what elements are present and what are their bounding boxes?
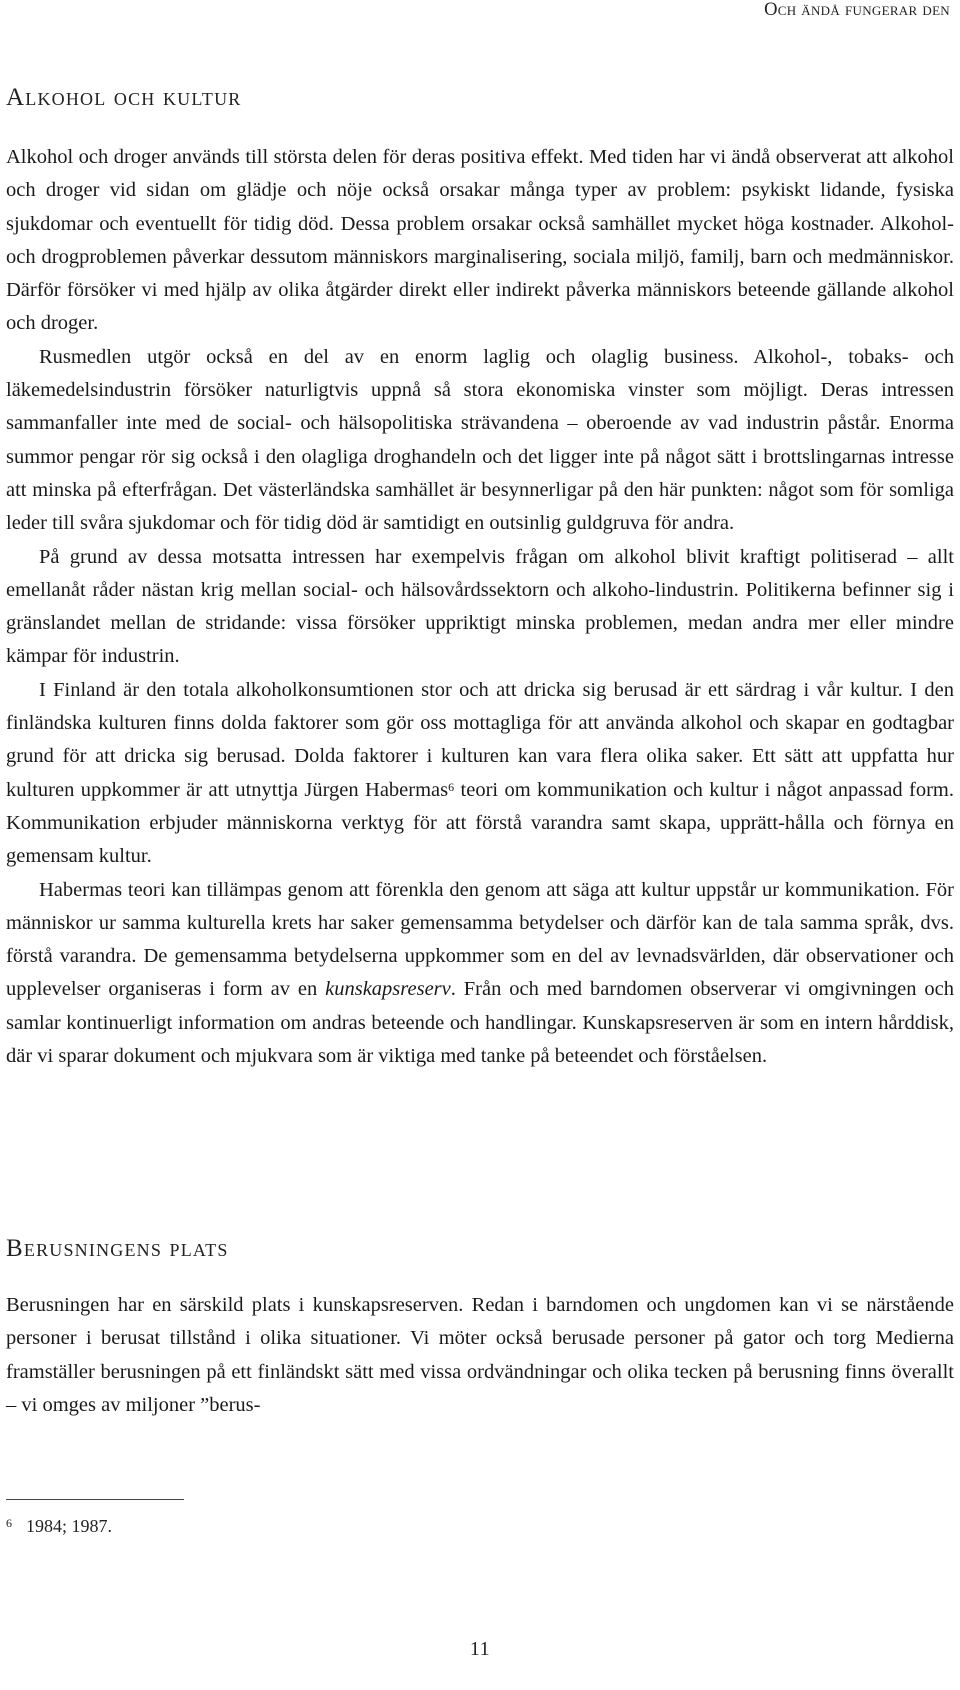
paragraph-text: . Från och med barndomen observerar vi omgivningen och samlar kontinuerligt information om andras beteende och handlingar. Kunskapsreserven är som en intern hårddisk, där vi sparar dokument och mjukvara som är viktiga med tanke på beteendet och förståelsen. [6, 978, 954, 1068]
paragraph-text: I Finland är den totala alkoholkonsumtionen stor och att dricka sig berusad är ett särdrag i vår kultur. I den finländska kulturen finns dolda faktorer som gör oss mottagliga för att använda alkohol och skapar en godtagbar grund för att dricka sig berusad. Dolda faktorer i kulturen kan vara flera olika saker. Ett sätt att uppfatta hur kulturen uppkommer är att utnyttja Jürgen Habermas [6, 678, 954, 801]
paragraph: Alkohol och droger används till största delen för deras positiva effekt. Med tiden har vi ändå observerat att alkohol och droger vid sidan om glädje och nöje också orsakar många typer av problem: psykiskt lidande, fysiska sjukdomar och eventuellt för tidig död. Dessa problem orsakar också samhället mycket höga kostnader. Alkohol- och drogproblemen påverkar dessutom människors marginalisering, sociala miljö, familj, barn och medmänniskor. Därför försöker vi med hjälp av olika åtgärder direkt eller indirekt påverka människors beteende gällande alkohol och droger. [6, 146, 954, 335]
running-head: Och ändå fungerar den [764, 0, 950, 20]
paragraph: Rusmedlen utgör också en del av en enorm laglig och olaglig business. Alkohol-, tobaks- och läkemedelsindustrin försöker naturligtvis uppnå så stora ekonomiska vinster som möjligt. Deras intressen sammanfaller inte med de social- och hälsopolitiska strävandena – oberoende av vad industrin påstår. Enorma summor pengar rör sig också i den olagliga droghandeln och det ligger inte på något sätt i brottslingarnas intresse att minska på efterfrågan. Det västerländska samhället är besynnerligar på den här punkten: något som för somliga leder till svåra sjukdomar och för tidig död är samtidigt en outsinlig guldgruva för andra. [6, 345, 954, 535]
section-heading-alkohol-och-kultur: Alkohol och kultur [6, 84, 242, 111]
footnote-number: 6 [6, 1516, 12, 1530]
footnote-reference: 6 [448, 779, 455, 794]
section-heading-berusningens-plats: Berusningens plats [6, 1235, 229, 1262]
paragraph-text: Habermas teori kan tillämpas genom att förenkla den genom att säga att kultur uppstår ur kommunikation. För människor ur samma kulturella krets har saker gemensamma betydelser och därför kan de tala samma språk, dvs. förstå varandra. De gemensamma betydelserna uppkommer som en del av levnadsvärlden, där observationer och upplevelser organiseras i form av en [6, 878, 954, 1001]
footnote-text: 1984; 1987. [26, 1516, 113, 1536]
section-body-berusningens-plats [6, 1289, 954, 1422]
footnote-divider [6, 1499, 184, 1500]
paragraph: Berusningen har en särskild plats i kunskapsreserven. Redan i barndomen och ungdomen kan vi se närstående personer i berusat tillstånd i olika situationer. Vi möter också berusade personer på gator och torg Medierna framställer berusningen på ett finländskt sätt med vissa ordvändningar och olika tecken på berusning finns överallt – vi omges av miljoner ”berus- [6, 1294, 954, 1416]
footnote [6, 1516, 112, 1537]
paragraph-text: teori om kommunikation och kultur i något anpassad form. Kommunikation erbjuder människorna verktyg för att förstå varandra samt skapa, upprätt-hålla och förnya en gemensam kultur. [6, 778, 954, 868]
emphasized-term: kunskapsreserv [325, 978, 451, 1001]
paragraph [6, 874, 954, 1074]
paragraph [6, 674, 954, 874]
section-body-alkohol-och-kultur [6, 141, 954, 1073]
paragraph: På grund av dessa motsatta intressen har exempelvis frågan om alkohol blivit kraftigt politiserad – allt emellanåt råder nästan krig mellan social- och hälsovårdssektorn och alkoho-lindustrin. Politikerna befinner sig i gränslandet mellan de stridande: vissa försöker uppriktigt minska problemen, medan andra mer eller mindre kämpar för industrin. [6, 545, 954, 668]
page-number: 11 [469, 1638, 491, 1660]
